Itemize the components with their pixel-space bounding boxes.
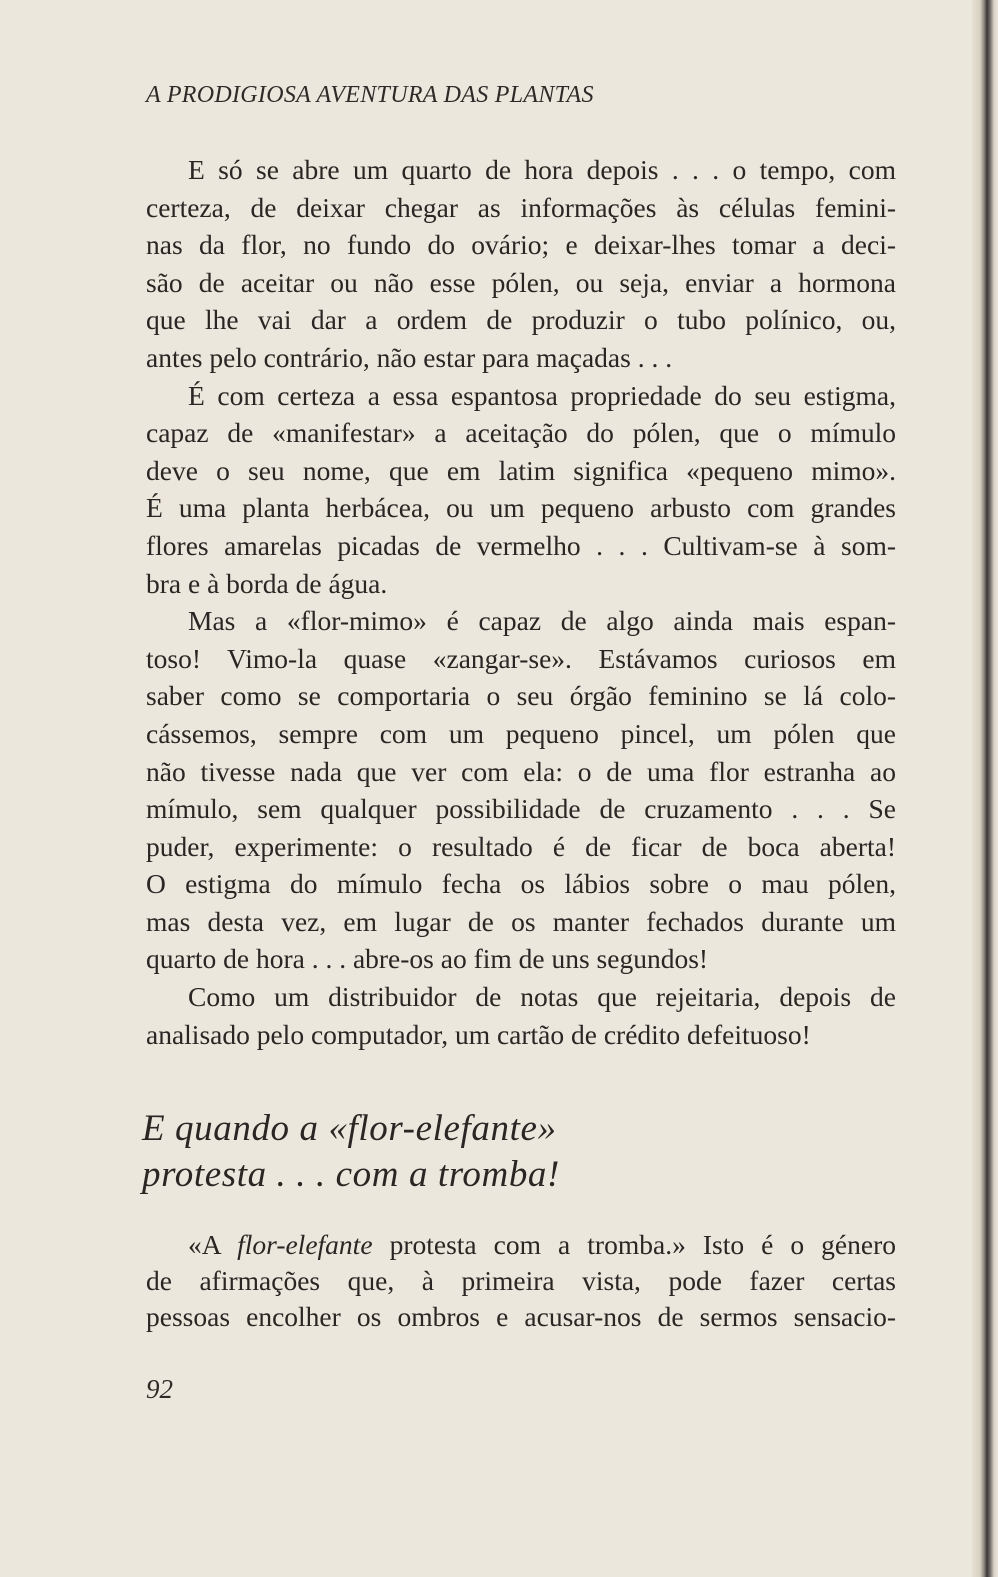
text-line: flores amarelas picadas de vermelho . . . Cultivam-se à som-	[146, 529, 896, 561]
text-line: puder, experimente: o resultado é de ficar de boca aberta!	[146, 830, 896, 862]
section-heading-line: protesta . . . com a tromba!	[142, 1154, 560, 1195]
section-body-text	[146, 1227, 896, 1335]
text-line: Mas a «flor-mimo» é capaz de algo ainda mais espan-	[188, 605, 896, 637]
text-line: cássemos, sempre com um pequeno pincel, um pólen que	[146, 717, 896, 749]
text-line: não tivesse nada que ver com ela: o de uma flor estranha ao	[146, 755, 896, 787]
text-line: toso! Vimo-la quase «zangar-se». Estávamos curiosos em	[146, 642, 896, 674]
book-page-edge	[972, 0, 998, 1577]
text-line: que lhe vai dar a ordem de produzir o tubo polínico, ou,	[146, 304, 896, 336]
text-line: mímulo, sem qualquer possibilidade de cruzamento . . . Se	[146, 793, 896, 825]
text-line: saber como se comportaria o seu órgão feminino se lá colo-	[146, 680, 896, 712]
text-line: bra e à borda de água.	[146, 567, 388, 599]
text-line: O estigma do mímulo fecha os lábios sobre o mau pólen,	[146, 868, 896, 900]
text-line: E só se abre um quarto de hora depois . . . o tempo, com	[188, 154, 896, 185]
text-line: antes pelo contrário, não estar para maçadas . . .	[146, 341, 673, 373]
text-line: deve o seu nome, que em latim significa «pequeno mimo».	[146, 454, 896, 486]
text-line: certeza, de deixar chegar as informações às células femini-	[146, 191, 896, 223]
text-line: É uma planta herbácea, ou um pequeno arbusto com grandes	[146, 492, 896, 524]
text-line: capaz de «manifestar» a aceitação do pólen, que o mímulo	[146, 417, 896, 449]
text-line: nas da flor, no fundo do ovário; e deixar-lhes tomar a deci-	[146, 229, 896, 261]
text-line: É com certeza a essa espantosa propriedade do seu estigma,	[188, 379, 896, 411]
page-number: 92	[146, 1374, 173, 1404]
text-line: mas desta vez, em lugar de os manter fechados durante um	[146, 905, 896, 937]
italic-term: flor-elefante	[237, 1229, 373, 1260]
running-header: A PRODIGIOSA AVENTURA DAS PLANTAS	[146, 82, 594, 108]
text-line: analisado pelo computador, um cartão de crédito defeituoso!	[146, 1018, 811, 1050]
main-body-text	[146, 151, 896, 1053]
text-fragment: «A	[188, 1229, 238, 1260]
section-heading-line: E quando a «flor-elefante»	[142, 1108, 557, 1149]
text-line: são de aceitar ou não esse pólen, ou seja, enviar a hormona	[146, 266, 896, 298]
text-line: quarto de hora . . . abre-os ao fim de uns segundos!	[146, 943, 709, 975]
text-line: Como um distribuidor de notas que rejeitaria, depois de	[188, 981, 896, 1013]
text-fragment: protesta com a tromba.» Isto é o género	[372, 1229, 896, 1260]
text-line	[146, 1227, 896, 1263]
text-line: pessoas encolher os ombros e acusar-nos de sermos sensacio-	[146, 1301, 896, 1332]
section-heading	[142, 1106, 560, 1198]
text-line: de afirmações que, à primeira vista, pode fazer certas	[146, 1265, 896, 1296]
